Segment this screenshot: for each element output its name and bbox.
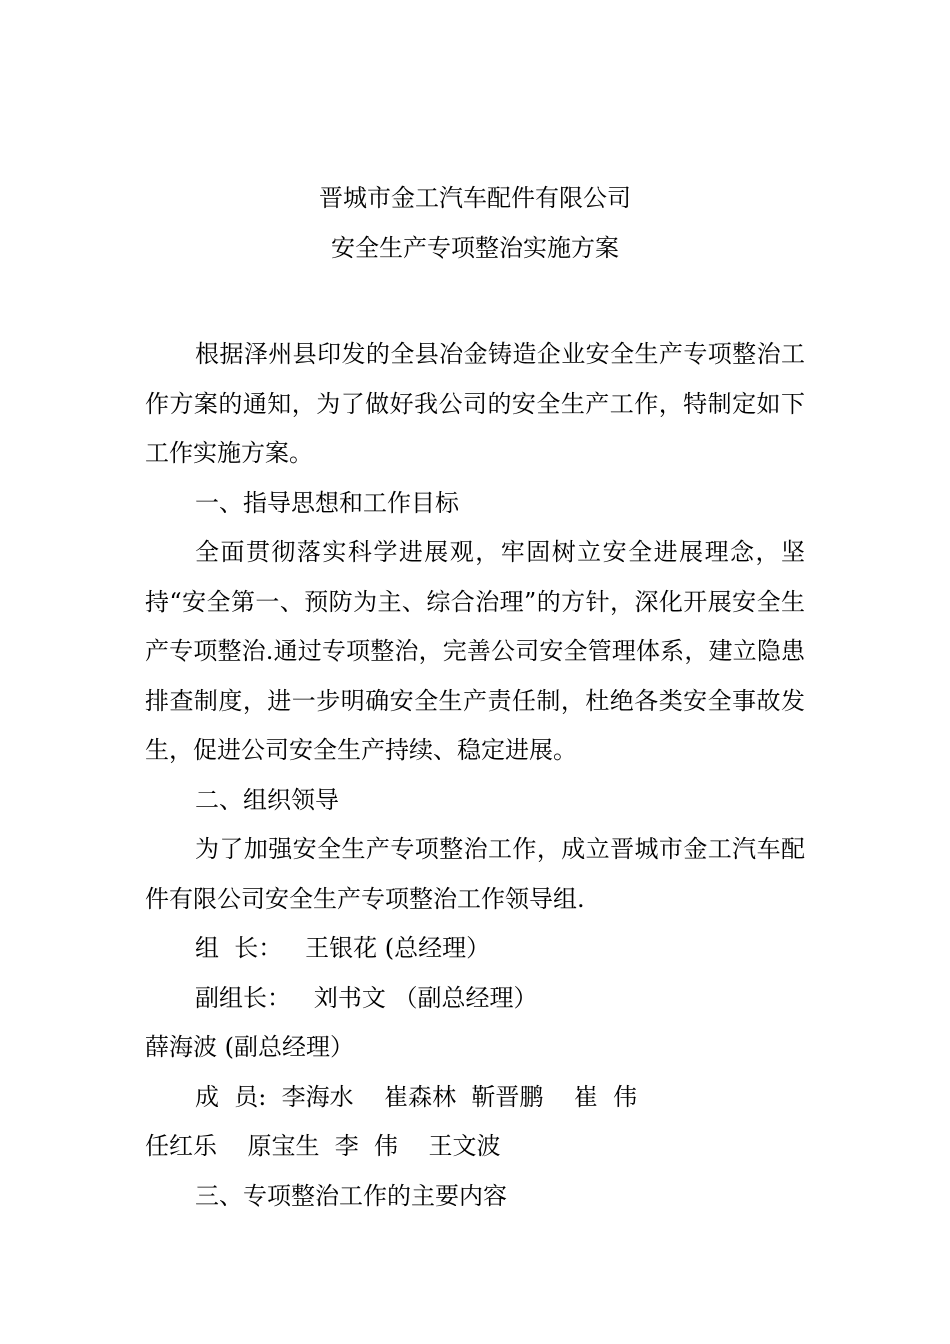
section-heading-2: 二、组织领导 bbox=[195, 785, 339, 814]
section-2-paragraph: 为了加强安全生产专项整治工作，成立晋城市金工汽车配件有限公司安全生产专项整治工作领导组. bbox=[145, 835, 805, 913]
document-title-plan: 安全生产专项整治实施方案 bbox=[331, 234, 619, 262]
document-title-company: 晋城市金工汽车配件有限公司 bbox=[319, 184, 631, 212]
section-1-paragraph: 全面贯彻落实科学进展观，牢固树立安全进展理念，坚持“安全第一、预防为主、综合治理”的方针，深化开展安全生产专项整治.通过专项整治，完善公司安全管理体系，建立隐患排查制度，进一步明确安全生产责任制，杜绝各类安全事故发生，促进公司安全生产持续、稳定进展。 bbox=[145, 538, 805, 764]
members-line: 成 员: 李海水 崔森林 靳晋鹏 崔 伟 bbox=[195, 1082, 638, 1111]
deputy-leader-line-2: 薛海波 (副总经理） bbox=[145, 1033, 354, 1061]
deputy-leader-line: 副组长： 刘书文 （副总经理） bbox=[195, 983, 538, 1012]
members-line-2: 任红乐 原宝生 李 伟 王文波 bbox=[145, 1132, 501, 1160]
intro-paragraph: 根据泽州县印发的全县冶金铸造企业安全生产专项整治工作方案的通知，为了做好我公司的安全生产工作，特制定如下工作实施方案。 bbox=[145, 340, 805, 467]
section-heading-3: 三、专项整治工作的主要内容 bbox=[195, 1181, 507, 1210]
leader-line: 组 长： 王银花 (总经理） bbox=[195, 934, 491, 962]
document-body bbox=[145, 330, 805, 1221]
section-heading-1: 一、指导思想和工作目标 bbox=[195, 488, 459, 517]
